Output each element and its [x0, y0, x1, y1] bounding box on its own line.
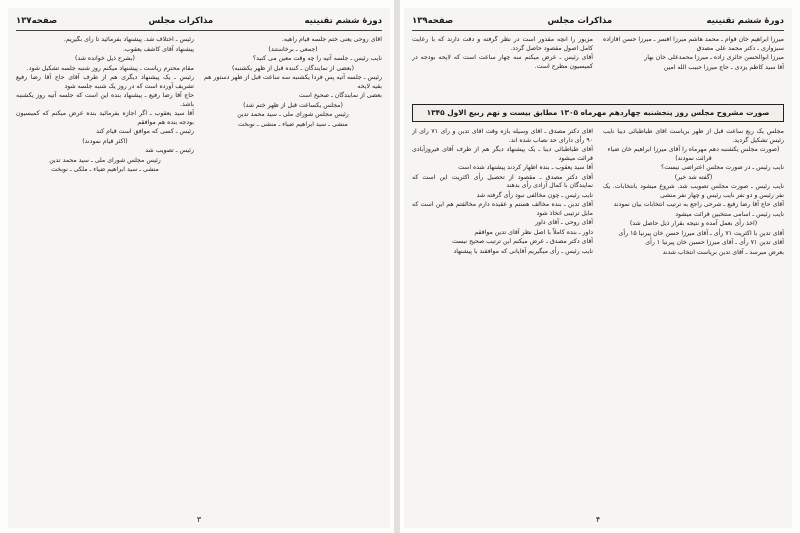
session-banner-wrap	[412, 100, 784, 127]
paragraph: آقای دکتر مصدق ـ آقای وسیله بازه وقت آقای تدین و رأی ۷۱ رأی از ۹۰ رأی دارای حد نصاب شده اند.	[412, 128, 593, 144]
paragraph: رئیس ـ جلسه آتیه پس فردا یکشنبه سه ساعت قبل از ظهر دستور هم بقیه لایحه	[204, 74, 382, 90]
left-page-col-left	[16, 36, 194, 510]
paragraph: (جمعی ـ برخاستند)	[268, 45, 318, 53]
paragraph: مزبور را آنچه مقدور است در نظر گرفته و دقت دارند که با رعایت کامل اصول مقصود حاصل گردد.	[412, 36, 593, 52]
paragraph: آقای روحی ـ آقای داور	[535, 219, 593, 226]
paragraph: میرزا ابراهیم خان قوام ـ محمد هاشم میرزا افسر ـ میرزا حسن آقازاده سبزواری ـ دکتر محمد علی مصدق	[603, 36, 784, 52]
paragraph: رئیس ـ اختلاف شد. پیشنهاد بفرمائید تا رأی بگیریم.	[63, 36, 194, 43]
left-header-session: دورهٔ ششم تقنینیه	[304, 16, 382, 26]
right-header-title: مذاکرات مجلس	[547, 16, 613, 26]
right-page-col-left	[412, 128, 593, 510]
paragraph: رئیس ـ تصویب شد	[145, 147, 194, 154]
paragraph: آقای دکتر مصدق ـ مقصود از تحصیل رأی اکثریت این است که نمایندگان با کمال آزادی رأی بدهند	[412, 173, 593, 189]
paragraph: میرزا ابوالحسن حائری زاده ـ میرزا محمدعلی خان بهار	[644, 54, 784, 61]
paragraph: آقای حاج آقا رضا رفیع ـ شرحی راجع به ترتیب انتخابات بیان نمودند	[613, 201, 784, 208]
paragraph: نایب رئیس ـ در صورت مجلس اعتراضی نیست؟	[661, 164, 784, 171]
paragraph: (بعضی از نمایندگان ـ کننده قبل از ظهر یکشنبه)	[232, 64, 354, 72]
paragraph: مقام محترم ریاست ـ پیشنهاد میکنم روز شنبه جلسه تشکیل شود.	[26, 64, 194, 72]
paragraph: آقا سید کاظم یزدی ـ حاج میرزا حبیب الله امین	[663, 63, 784, 71]
paragraph: (مجلس یکساعت قبل از ظهر ختم شد)	[243, 101, 343, 109]
paragraph: آقای تدین ـ بنده مخالف هستم و عقیده دارم مخالفتم هم این است که مایل ترتیبی اتخاذ شود	[412, 201, 593, 217]
right-page-top-columns	[412, 36, 784, 96]
left-header-page-label: صفحه۱۳۷	[16, 16, 58, 26]
paragraph: آقای رئیس ـ عرض میکنم سه چهار ساعت است که لایحه بودجه در کمیسیون مطرح است.	[412, 54, 593, 70]
paragraph: رئیس مجلس شورای ملی ـ سید محمد تدین	[237, 111, 349, 118]
right-page-header	[412, 12, 784, 31]
page-gutter	[394, 0, 400, 533]
paragraph: (اخذ رأی بعمل آمده و نتیجه بقرار ذیل حاصل شد)	[629, 220, 758, 227]
paragraph: نایب رئیس ـ چون مخالفی نبود رأی گرفته شد	[476, 191, 593, 199]
paragraph: رئیس مجلس شورای ملی ـ سید محمد تدین	[49, 156, 161, 164]
paragraph: حاج آقا رضا رفیع ـ پیشنهاد بنده این است که جلسه آتیه روز یکشنبه باشد.	[16, 92, 194, 108]
paragraph: (صورت مجلس یکشنبه دهم مهرماه را آقای میرزا ابراهیم خان ضیاء قرائت نمودند)	[607, 146, 780, 162]
left-page-number: ۳	[196, 515, 202, 524]
left-page-columns	[16, 36, 382, 510]
session-banner: صورت مشروح مجلس روز پنجشنبه چهاردهم مهرماه ۱۳۰۵ مطابق بیست و نهم ربیع الاول ۱۳۴۵	[412, 104, 784, 122]
paragraph: آقا سید یعقوب ـ بنده اظهار کردند پیشنهاد شده است	[458, 164, 593, 171]
right-page	[404, 8, 792, 528]
paragraph: نایب رئیس ـ صورت مجلس تصویب شد. شروع میشود بانتخابات. یک نفر رئیس و دو نفر نایب رئیس و چهار نفر منشی	[603, 183, 784, 199]
paragraph: آقا سید یعقوب ـ اگر اجازه بفرمائید بنده عرض میکنم که کمیسیون بودجه بنده هم موافقم	[16, 110, 194, 126]
paragraph: منشی ـ سید ابراهیم ضیاء ـ ملکی ـ نوبخت	[51, 166, 159, 173]
paragraph: نایب رئیس ـ جلسه آتیه را چه وقت معین می کنید؟	[252, 55, 382, 62]
paragraph: آقای تدین با اکثریت ۷۱ رأی ـ آقای میرزا حسن خان پیرنیا ۱۵ رأی	[618, 229, 784, 237]
right-page-number: ۴	[595, 515, 601, 524]
paragraph: نایب رئیس ـ اسامی منتخبین قرائت میشود	[675, 210, 784, 218]
paragraph: بعضی از نمایندگان ـ صحیح است	[298, 92, 382, 99]
paragraph: آقای دکتر مصدق ـ عرض میکنم این ترتیب صحیح نیست	[451, 238, 593, 245]
paragraph: داور ـ بنده کاملاً با اصل نظر آقای تدین موافقم	[474, 228, 593, 236]
left-page	[8, 8, 390, 528]
left-page-header	[16, 12, 382, 31]
right-top-col-left	[412, 36, 593, 96]
left-page-col-right	[204, 36, 382, 510]
paragraph: (گفته شد خیر)	[674, 173, 713, 181]
paragraph: بعرض میرسد ـ آقای تدین بریاست انتخاب شدند	[662, 248, 784, 256]
paragraph: رئیس ـ یک پیشنهاد دیگری هم از طرف آقای حاج آقا رضا رفیع تشریف آورده است که در روز یک شنبه جلسه شود	[16, 74, 194, 90]
paragraph: مجلس یک ربع ساعت قبل از ظهر بریاست آقای طباطبائی دیبا نایب رئیس تشکیل گردید.	[603, 128, 784, 144]
left-header-title: مذاکرات مجلس	[148, 16, 214, 26]
right-header-page-label: صفحه۱۳۹	[412, 16, 454, 26]
paragraph: نایب رئیس ـ رأی میگیریم آقایانی که موافقند با پیشنهاد	[453, 247, 593, 255]
paragraph: (اکثر قیام نمودند)	[82, 137, 128, 145]
paragraph: منشی ـ سید ابراهیم ضیاء ـ منشی ـ نوبخت	[238, 120, 348, 128]
paragraph: (بشرح ذیل خوانده شد)	[75, 55, 135, 62]
paragraph: آقای تدین ۷۱ رأی ـ آقای میرزا حسین خان پیرنیا ۱ رأی	[645, 239, 784, 246]
paragraph: آقای طباطبائی دیبا ـ یک پیشنهاد دیگر هم از طرف آقای فیروزآبادی قرائت میشود	[412, 146, 593, 162]
right-top-col-right	[603, 36, 784, 96]
right-page-col-right	[603, 128, 784, 510]
paragraph: پیشنهاد آقای کاشف یعقوب.	[122, 45, 194, 53]
right-page-columns	[412, 128, 784, 510]
right-header-session: دورهٔ ششم تقنینیه	[706, 16, 784, 26]
paragraph: رئیس ـ کسی که موافق است قیام کند	[96, 128, 194, 135]
paragraph: آقای روحی یعنی ختم جلسه قیام راهیه.	[281, 36, 382, 43]
